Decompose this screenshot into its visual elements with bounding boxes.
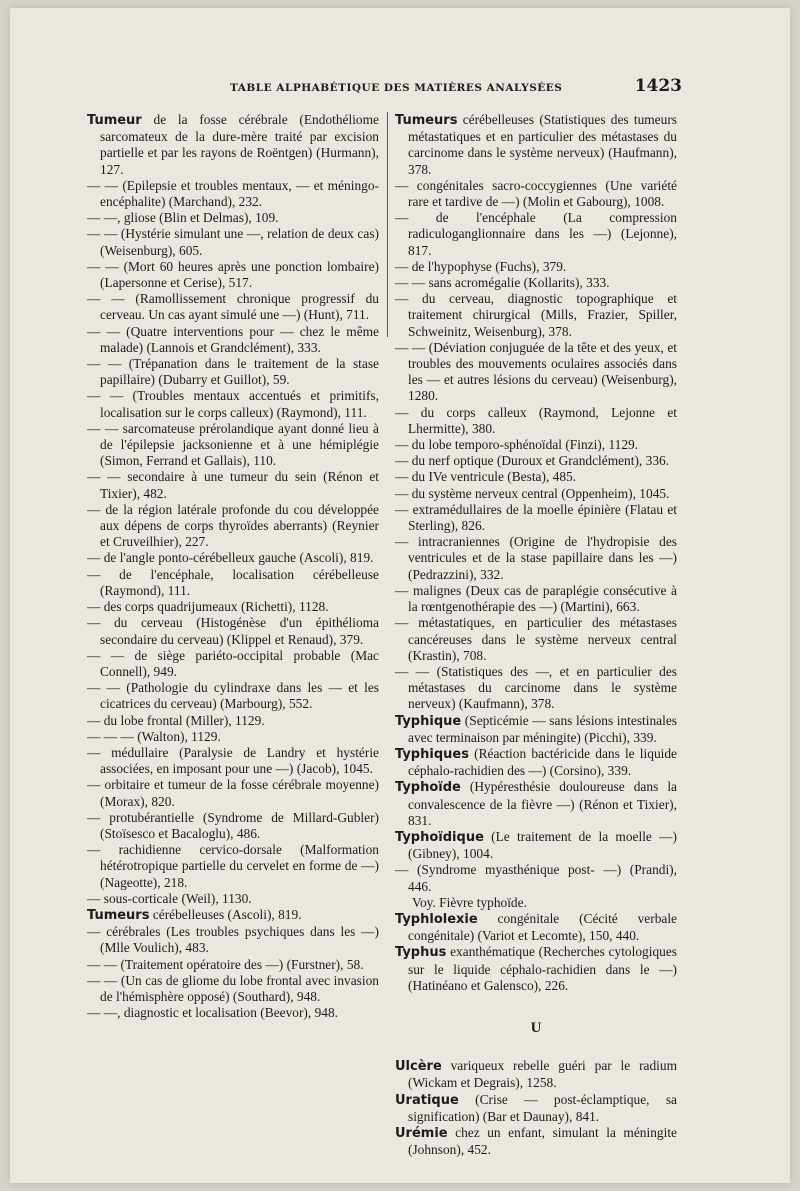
right-column — [395, 112, 677, 1158]
index-entry: — du nerf optique (Duroux et Grandclément), 336. — [395, 453, 670, 469]
index-entry: Voy. Fièvre typhoïde. — [412, 894, 527, 910]
index-entry: — — (Statistiques des —, et en particulier des métastases du carcinome dans le système nerveux) (Kaufmann), 378. — [395, 663, 677, 712]
index-entry: — — sarcomateuse prérolandique ayant donné lieu à de l'épilepsie jacksonienne et à une hémiplégie (Simon, Ferrand et Gallais), 110. — [87, 420, 379, 469]
index-entry: — du corps calleux (Raymond, Lejonne et Lhermitte), 380. — [395, 404, 677, 436]
index-entry: — — — (Walton), 1129. — [87, 728, 221, 744]
index-entry: — du lobe frontal (Miller), 1129. — [87, 712, 265, 728]
index-entry: Tumeurs cérébelleuses (Statistiques des tumeurs métastatiques et en particulier des métastases du carcinome dans le système nerveux) (Haufmann), 378. — [395, 112, 677, 177]
index-entry: Typhoïde (Hypéresthésie douloureuse dans la convalescence de la fièvre —) (Rénon et Tixier), 831. — [395, 779, 677, 828]
index-entry: — du cerveau (Histogénèse d'un épithélioma secondaire du cerveau) (Klippel et Renaud), 379. — [87, 615, 379, 647]
index-entry: — métastatiques, en particulier des métastases cancéreuses dans le système nerveux central (Krastin), 708. — [395, 615, 677, 663]
index-entry: Typhus exanthématique (Recherches cytologiques sur le liquide céphalo-rachidien dans le —) (Hatinéano et Galensco), 226. — [395, 944, 677, 993]
index-entry: — du système nerveux central (Oppenheim), 1045. — [395, 485, 670, 501]
index-entry: — — (Ramollissement chronique progressif du cerveau. Un cas ayant simulé une —) (Hunt), 711. — [87, 291, 379, 323]
column-divider — [387, 112, 388, 337]
page — [10, 8, 790, 1183]
index-entry: Typhlolexie congénitale (Cécité verbale congénitale) (Variot et Lecomte), 150, 440. — [395, 910, 677, 944]
index-entry: — — (Un cas de gliome du lobe frontal avec invasion de l'hémisphère opposé) (Southard), 948. — [87, 972, 379, 1004]
index-entry: — — (Troubles mentaux accentués et primitifs, localisation sur le corps calleux) (Raymond), 111. — [87, 388, 379, 420]
index-entry: — de l'angle ponto-cérébelleux gauche (Ascoli), 819. — [87, 550, 374, 566]
section-letter: U — [530, 1019, 542, 1036]
header-title: TABLE ALPHABÉTIQUE DES MATIÈRES ANALYSÉES — [230, 82, 563, 94]
index-entry: — du lobe temporo-sphénoïdal (Finzi), 1129. — [395, 437, 639, 453]
index-entry: — — (Quatre interventions pour — chez le même malade) (Lannois et Grandclément), 333. — [87, 323, 379, 355]
index-entry: — du IVe ventricule (Besta), 485. — [395, 469, 577, 485]
index-entry: — sous-corticale (Weil), 1130. — [87, 890, 252, 906]
index-entry: — protubérantielle (Syndrome de Millard-Gubler) (Stoïsesco et Bacaloglu), 486. — [87, 809, 379, 841]
index-entry: Tumeurs cérébelleuses (Ascoli), 819. — [87, 906, 302, 923]
index-entry: — des corps quadrijumeaux (Richetti), 1128. — [87, 599, 329, 615]
index-entry: — orbitaire et tumeur de la fosse cérébrale moyenne) (Morax), 820. — [87, 777, 379, 809]
index-entry: Typhiques (Réaction bactéricide dans le liquide céphalo-rachidien des —) (Corsino), 339. — [395, 745, 677, 779]
index-entry: — du cerveau, diagnostic topographique et traitement chirurgical (Mills, Frazier, Spiller, Schweinitz, Weisenburg), 378. — [395, 291, 677, 339]
index-entry: — — secondaire à une tumeur du sein (Rénon et Tixier), 482. — [87, 469, 379, 501]
index-entry: — (Syndrome myasthénique post- —) (Prandi), 446. — [395, 862, 677, 894]
index-entry: — malignes (Deux cas de paraplégie consécutive à la rœntgenothérapie des —) (Martini), 663. — [395, 582, 677, 615]
index-entry: — de l'hypophyse (Fuchs), 379. — [395, 258, 567, 274]
index-entry: Tumeur de la fosse cérébrale (Endothéliome sarcomateux de la dure-mère traité par excision partielle et par les rayons de Roëntgen) (Hurmann), 127. — [87, 112, 379, 177]
index-entry: — extramédullaires de la moelle épinière (Flatau et Sterling), 826. — [395, 501, 677, 534]
index-entry: — médullaire (Paralysie de Landry et hystérie associées, en imposant pour une —) (Jacob), 1045. — [87, 744, 379, 777]
index-entry: — — (Mort 60 heures après une ponction lombaire) (Lapersonne et Cerise), 517. — [87, 258, 379, 291]
index-entry: — de l'encéphale (La compression radiculoganglionnaire dans les —) (Lejonne), 817. — [395, 210, 677, 258]
index-entry: Urémie chez un enfant, simulant la méningite (Johnson), 452. — [395, 1124, 677, 1158]
index-entry: — — (Déviation conjuguée de la tête et des yeux, et troubles des mouvements oculaires associés dans les — et autres lésions du cerveau) (Weisenburg), 1280. — [395, 339, 677, 404]
index-entry: — intracraniennes (Origine de l'hydropisie des ventricules et de la stase papillaire dans les —) (Pedrazzini), 332. — [395, 534, 677, 582]
index-entry: — —, diagnostic et localisation (Beevor), 948. — [87, 1005, 339, 1021]
index-entry: — de la région latérale profonde du cou développée aux dépens de corps thyroïdes aberrants) (Reynier et Cruveilhier), 227. — [87, 501, 379, 550]
index-entry: — — (Traitement opératoire des —) (Furstner), 58. — [87, 956, 364, 972]
index-entry: — de l'encéphale, localisation cérébelleuse (Raymond), 111. — [87, 566, 379, 598]
left-column — [87, 112, 379, 1021]
index-entry: — —, gliose (Blin et Delmas), 109. — [87, 210, 279, 226]
index-entry: — — (Hystérie simulant une —, relation de deux cas) (Weisenburg), 605. — [87, 226, 379, 258]
index-entry: Typhoïdique (Le traitement de la moelle —) (Gibney), 1004. — [395, 828, 677, 862]
index-entry: — — de siège pariéto-occipital probable (Mac Connell), 949. — [87, 647, 379, 679]
index-entry: — — (Epilepsie et troubles mentaux, — et méningo-encéphalite) (Marchand), 232. — [87, 177, 379, 210]
index-entry: — — (Trépanation dans le traitement de la stase papillaire) (Dubarry et Guillot), 59. — [87, 356, 379, 388]
index-entry: Uratique (Crise — post-éclamptique, sa signification) (Bar et Daunay), 841. — [395, 1091, 677, 1124]
page-number: 1423 — [634, 76, 682, 96]
index-entry: Ulcère variqueux rebelle guéri par le radium (Wickam et Degrais), 1258. — [395, 1058, 677, 1091]
index-entry: Typhique (Septicémie — sans lésions intestinales avec terminaison par méningite) (Picchi), 339. — [395, 712, 677, 745]
running-header — [80, 76, 682, 96]
index-entry: — cérébrales (Les troubles psychiques dans les —) (Mlle Voulich), 483. — [87, 924, 379, 956]
index-entry: — rachidienne cervico-dorsale (Malformation hétérotropique partielle du cervelet en forme de —) (Nageotte), 218. — [87, 842, 379, 890]
index-entry: — congénitales sacro-coccygiennes (Une variété rare et tardive de —) (Molin et Gabourg), 1008. — [395, 177, 677, 210]
index-entry: — — sans acromégalie (Kollarits), 333. — [395, 275, 610, 291]
index-entry: — — (Pathologie du cylindraxe dans les — et les cicatrices du cerveau) (Marbourg), 552. — [87, 680, 379, 712]
